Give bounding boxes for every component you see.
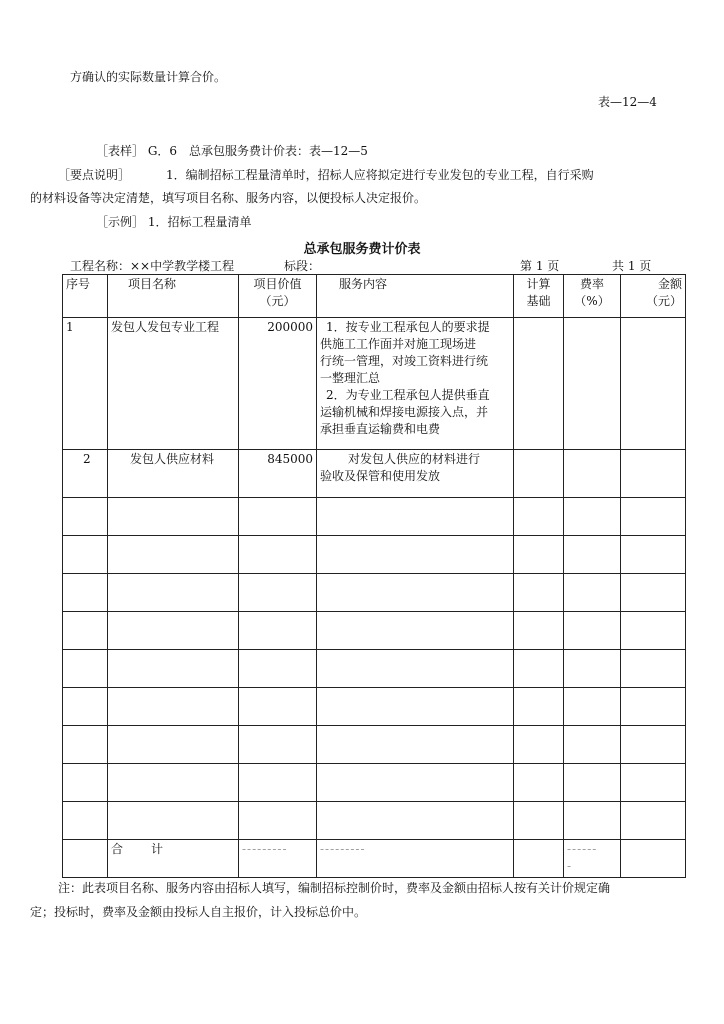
- project-name: 工程名称：××中学教学楼工程: [70, 259, 235, 273]
- empty-row: [63, 612, 686, 650]
- table-number: 表—12—4: [598, 95, 657, 109]
- row-service: [317, 318, 514, 450]
- service-line: 验收及保管和使用发放: [320, 469, 441, 483]
- table-row: [63, 318, 686, 450]
- table-header-row: [63, 275, 686, 318]
- row-value: 200000: [239, 318, 317, 450]
- service-line: 供施工工作面并对施工现场进: [320, 337, 477, 351]
- service-line: 承担垂直运输费和电费: [320, 422, 441, 436]
- header-value: [239, 275, 317, 318]
- sum-label-he: 合: [111, 842, 124, 856]
- empty-row: [63, 764, 686, 802]
- sum-base: [514, 840, 564, 878]
- header-amount: [621, 275, 686, 318]
- header-rate: [564, 275, 621, 318]
- sum-amount: [621, 840, 686, 878]
- service-line: 对发包人供应的材料进行: [348, 452, 481, 466]
- header-base-line-1: 计算: [526, 277, 551, 291]
- header-base-line-2: 基础: [526, 294, 551, 308]
- empty-row: [63, 498, 686, 536]
- sum-label: [108, 840, 239, 878]
- total-pages: 共 1 页: [612, 259, 652, 273]
- row-rate: [564, 318, 621, 450]
- service-line: 行统一管理，对竣工资料进行统: [320, 354, 489, 368]
- table-row: [63, 450, 686, 498]
- empty-row: [63, 802, 686, 840]
- row-amount: [621, 450, 686, 498]
- empty-row: [63, 650, 686, 688]
- sum-service-dash: ---------: [317, 840, 514, 878]
- note-line-2: 定；投标时，费率及金额由投标人自主报价，计入投标总价中。: [30, 905, 367, 919]
- row-base: [514, 318, 564, 450]
- header-service: 服务内容: [317, 275, 514, 318]
- sum-rate-dash-line-1: ------: [567, 842, 598, 856]
- service-line: 一整理汇总: [320, 371, 381, 385]
- header-seq: 序号: [63, 275, 108, 318]
- row-value: 845000: [239, 450, 317, 498]
- row-amount: [621, 318, 686, 450]
- sum-seq: [63, 840, 108, 878]
- empty-row: [63, 726, 686, 764]
- row-rate: [564, 450, 621, 498]
- service-fee-table: [62, 274, 686, 878]
- sum-label-ji: 计: [151, 842, 164, 856]
- key-point-line-2: 的材料设备等决定清楚，填写项目名称、服务内容，以便投标人决定报价。: [30, 191, 427, 205]
- row-item: 发包人供应材料: [108, 450, 239, 498]
- empty-row: [63, 536, 686, 574]
- note-line-1: 注：此表项目名称、服务内容由招标人填写，编制招标控制价时，费率及金额由招标人按有关计价规定确: [58, 881, 611, 895]
- header-base: [514, 275, 564, 318]
- empty-row: [63, 688, 686, 726]
- form-title: 总承包服务费计价表: [303, 242, 421, 257]
- row-item: 发包人发包专业工程: [108, 318, 239, 450]
- row-seq: 1: [63, 318, 108, 450]
- example-heading: ［示例］ 1．招标工程量清单: [96, 215, 252, 229]
- sum-row: [63, 840, 686, 878]
- row-base: [514, 450, 564, 498]
- sum-rate-dash: [564, 840, 621, 878]
- header-rate-line-2: （%）: [574, 294, 610, 308]
- header-item: 项目名称: [108, 275, 239, 318]
- row-service: [317, 450, 514, 498]
- header-amount-line-2: （元）: [645, 294, 682, 308]
- service-line: 运输机械和焊接电源接入点，并: [320, 405, 489, 419]
- service-line: 1．按专业工程承包人的要求提: [326, 320, 490, 334]
- empty-row: [63, 574, 686, 612]
- sum-value-dash: ---------: [239, 840, 317, 878]
- header-amount-line-1: 金额: [657, 277, 682, 291]
- sum-rate-dash-line-2: -: [567, 859, 573, 873]
- sample-heading: ［表样］ G．6 总承包服务费计价表：表—12—5: [96, 144, 368, 158]
- key-point-label: ［要点说明］: [58, 168, 131, 182]
- header-value-line-1: 项目价值: [253, 277, 302, 291]
- row-seq: 2: [63, 450, 108, 498]
- section-label: 标段：: [284, 259, 321, 273]
- header-rate-line-1: 费率: [579, 277, 604, 291]
- continuation-text: 方确认的实际数量计算合价。: [70, 70, 227, 84]
- header-value-line-2: （元）: [259, 294, 296, 308]
- key-point-text-1: 1．编制招标工程量清单时，招标人应将拟定进行专业发包的专业工程，自行采购: [166, 168, 594, 182]
- page-number: 第 1 页: [520, 259, 560, 273]
- service-line: 2．为专业工程承包人提供垂直: [326, 388, 490, 402]
- key-point-line-1: [58, 166, 594, 183]
